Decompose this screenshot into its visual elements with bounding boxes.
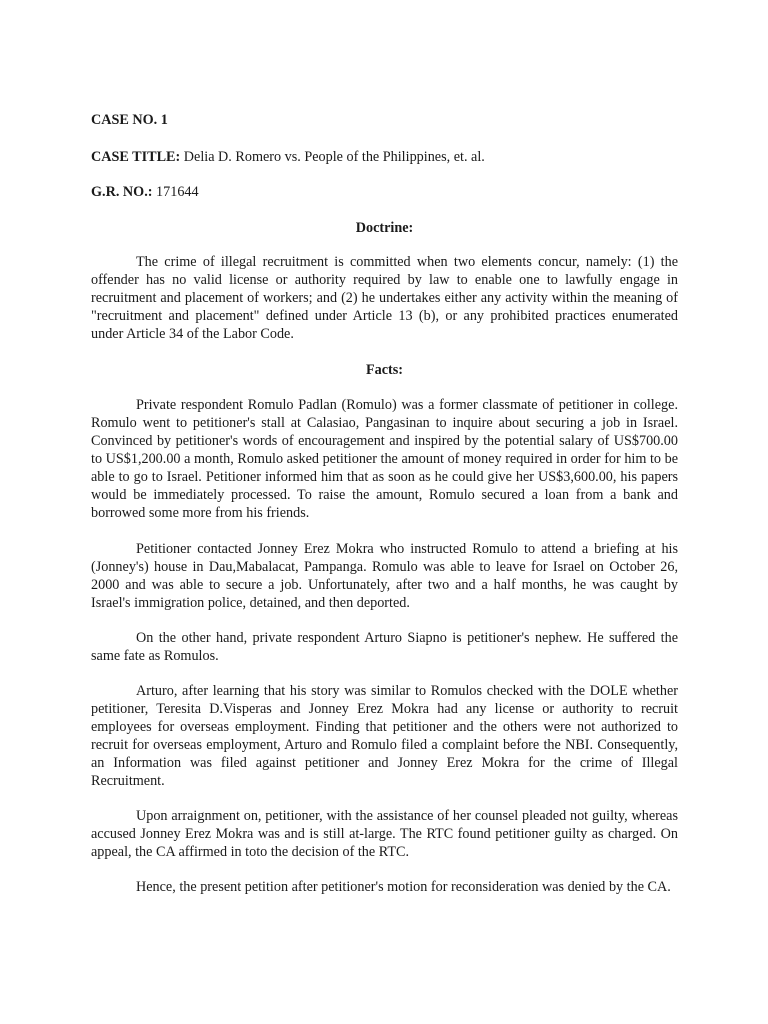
facts-paragraph-4: Arturo, after learning that his story was similar to Romulos checked with the DOLE whether petitioner, Teresita D.Visperas and Jonney Erez Mokra had any license or authority to recruit employees for overseas employment. Finding that petitioner and the others were not authorized to recruit for overseas employment, Arturo and Romulo filed a complaint before the NBI. Consequently, an Information was filed against petitioner and Jonney Erez Mokra for the crime of Illegal Recruitment. <box>91 683 678 789</box>
case-title <box>91 148 485 166</box>
case-number <box>91 111 168 129</box>
facts-paragraph-2: Petitioner contacted Jonney Erez Mokra who instructed Romulo to attend a briefing at his (Jonney's) house in Dau,Mabalacat, Pampanga. Romulo was able to leave for Israel on October 26, 2000 and was able to secure a job. Unfortunately, after two and a half months, he was caught by Israel's immigration police, detained, and then deported. <box>91 541 678 611</box>
case-title-value: Delia D. Romero vs. People of the Philippines, et. al. <box>180 149 485 165</box>
gr-number-label: G.R. NO.: <box>91 184 153 200</box>
gr-number-value: 171644 <box>152 184 199 200</box>
facts-paragraph-6: Hence, the present petition after petitioner's motion for reconsideration was denied by the CA. <box>136 879 671 895</box>
case-title-label: CASE TITLE: <box>91 149 181 165</box>
doctrine-paragraph: The crime of illegal recruitment is committed when two elements concur, namely: (1) the offender has no valid license or authority required by law to enable one to lawfully engage in recruitment and placement of workers; and (2) he undertakes either any activity within the meaning of "recruitment and placement" defined under Article 13 (b), or any prohibited practices enumerated under Article 34 of the Labor Code. <box>91 254 678 342</box>
facts-heading: Facts: <box>365 362 404 378</box>
case-number-label: CASE NO. 1 <box>91 112 168 128</box>
facts-paragraph-3: On the other hand, private respondent Arturo Siapno is petitioner's nephew. He suffered the same fate as Romulos. <box>91 630 678 664</box>
facts-paragraph-1: Private respondent Romulo Padlan (Romulo) was a former classmate of petitioner in college. Romulo went to petitioner's stall at Calasiao, Pangasinan to inquire about securing a job in Israel. Convinced by petitioner's words of encouragement and inspired by the potential salary of US$700.00 to US$1,200.00 a month, Romulo asked petitioner the amount of money required in order for him to be able to go to Israel. Petitioner informed him that as soon as he could give her US$3,600.00, his papers would be immediately processed. To raise the amount, Romulo secured a loan from a bank and borrowed some more from his friends. <box>91 397 678 521</box>
gr-number <box>91 183 199 201</box>
facts-paragraph-5: Upon arraignment on, petitioner, with the assistance of her counsel pleaded not guilty, whereas accused Jonney Erez Mokra was and is still at-large. The RTC found petitioner guilty as charged. On appeal, the CA affirmed in toto the decision of the RTC. <box>91 808 678 860</box>
doctrine-heading: Doctrine: <box>355 220 414 236</box>
